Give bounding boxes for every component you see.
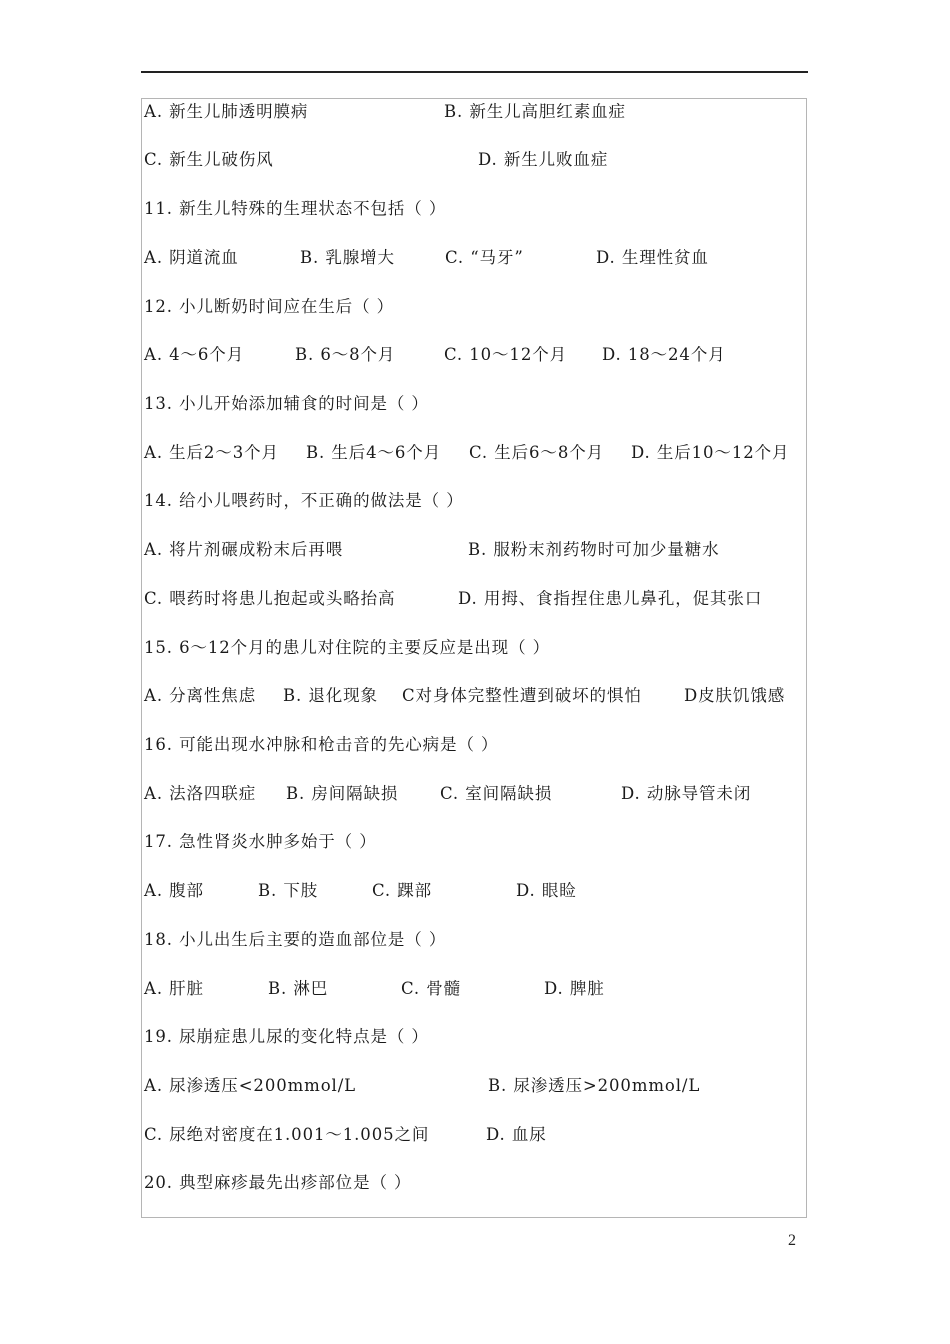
q19-option-b: B. 尿渗透压>200mmol/L [488,1076,701,1095]
q11-option-a: A. 阴道流血 [144,248,239,267]
q15-option-a: A. 分离性焦虑 [144,686,257,705]
question-16: 16. 可能出现水冲脉和枪击音的先心病是（ ） [144,735,499,754]
q10-option-a: A. 新生儿肺透明膜病 [144,102,309,121]
q17-option-a: A. 腹部 [144,881,204,900]
question-19: 19. 尿崩症患儿尿的变化特点是（ ） [144,1027,429,1046]
q14-option-d: D. 用拇、食指捏住患儿鼻孔，促其张口 [458,589,763,608]
q13-option-b: B. 生后4～6个月 [306,443,442,462]
q11-option-d: D. 生理性贫血 [596,248,709,267]
q16-option-c: C. 室间隔缺损 [440,784,553,803]
q19-option-d: D. 血尿 [486,1125,547,1144]
question-17: 17. 急性肾炎水肿多始于（ ） [144,832,377,851]
q18-option-c: C. 骨髓 [401,979,462,998]
q12-option-b: B. 6～8个月 [295,345,396,364]
question-15: 15. 6～12个月的患儿对住院的主要反应是出现（ ） [144,638,551,657]
q15-option-c: C对身体完整性遭到破坏的惧怕 [402,686,642,705]
q19-option-c: C. 尿绝对密度在1.001～1.005之间 [144,1125,430,1144]
q14-option-b: B. 服粉末剂药物时可加少量糖水 [468,540,720,559]
q12-option-c: C. 10～12个月 [444,345,568,364]
question-18: 18. 小儿出生后主要的造血部位是（ ） [144,930,447,949]
q15-option-d: D皮肤饥饿感 [684,686,786,705]
question-13: 13. 小儿开始添加辅食的时间是（ ） [144,394,429,413]
q13-option-d: D. 生后10～12个月 [631,443,790,462]
q12-option-d: D. 18～24个月 [602,345,726,364]
q18-option-d: D. 脾脏 [544,979,605,998]
question-11: 11. 新生儿特殊的生理状态不包括（ ） [144,199,447,218]
header-rule [141,71,808,73]
q13-option-c: C. 生后6～8个月 [469,443,605,462]
q11-option-c: C. “马牙” [445,248,524,267]
question-14: 14. 给小儿喂药时，不正确的做法是（ ） [144,491,464,510]
q17-option-d: D. 眼睑 [516,881,577,900]
page-number: 2 [788,1232,796,1249]
q19-option-a: A. 尿渗透压<200mmol/L [144,1076,357,1095]
q15-option-b: B. 退化现象 [283,686,378,705]
q16-option-d: D. 动脉导管未闭 [621,784,752,803]
q10-option-c: C. 新生儿破伤风 [144,150,274,169]
q13-option-a: A. 生后2～3个月 [144,443,279,462]
q17-option-c: C. 踝部 [372,881,433,900]
q16-option-b: B. 房间隔缺损 [286,784,399,803]
q16-option-a: A. 法洛四联症 [144,784,257,803]
q10-option-d: D. 新生儿败血症 [478,150,609,169]
question-20: 20. 典型麻疹最先出疹部位是（ ） [144,1173,412,1192]
q10-option-b: B. 新生儿高胆红素血症 [444,102,626,121]
q14-option-c: C. 喂药时将患儿抱起或头略抬高 [144,589,396,608]
q11-option-b: B. 乳腺增大 [300,248,395,267]
q14-option-a: A. 将片剂碾成粉末后再喂 [144,540,344,559]
q12-option-a: A. 4～6个月 [144,345,245,364]
question-12: 12. 小儿断奶时间应在生后（ ） [144,297,395,316]
q18-option-b: B. 淋巴 [268,979,329,998]
q17-option-b: B. 下肢 [258,881,319,900]
q18-option-a: A. 肝脏 [144,979,204,998]
